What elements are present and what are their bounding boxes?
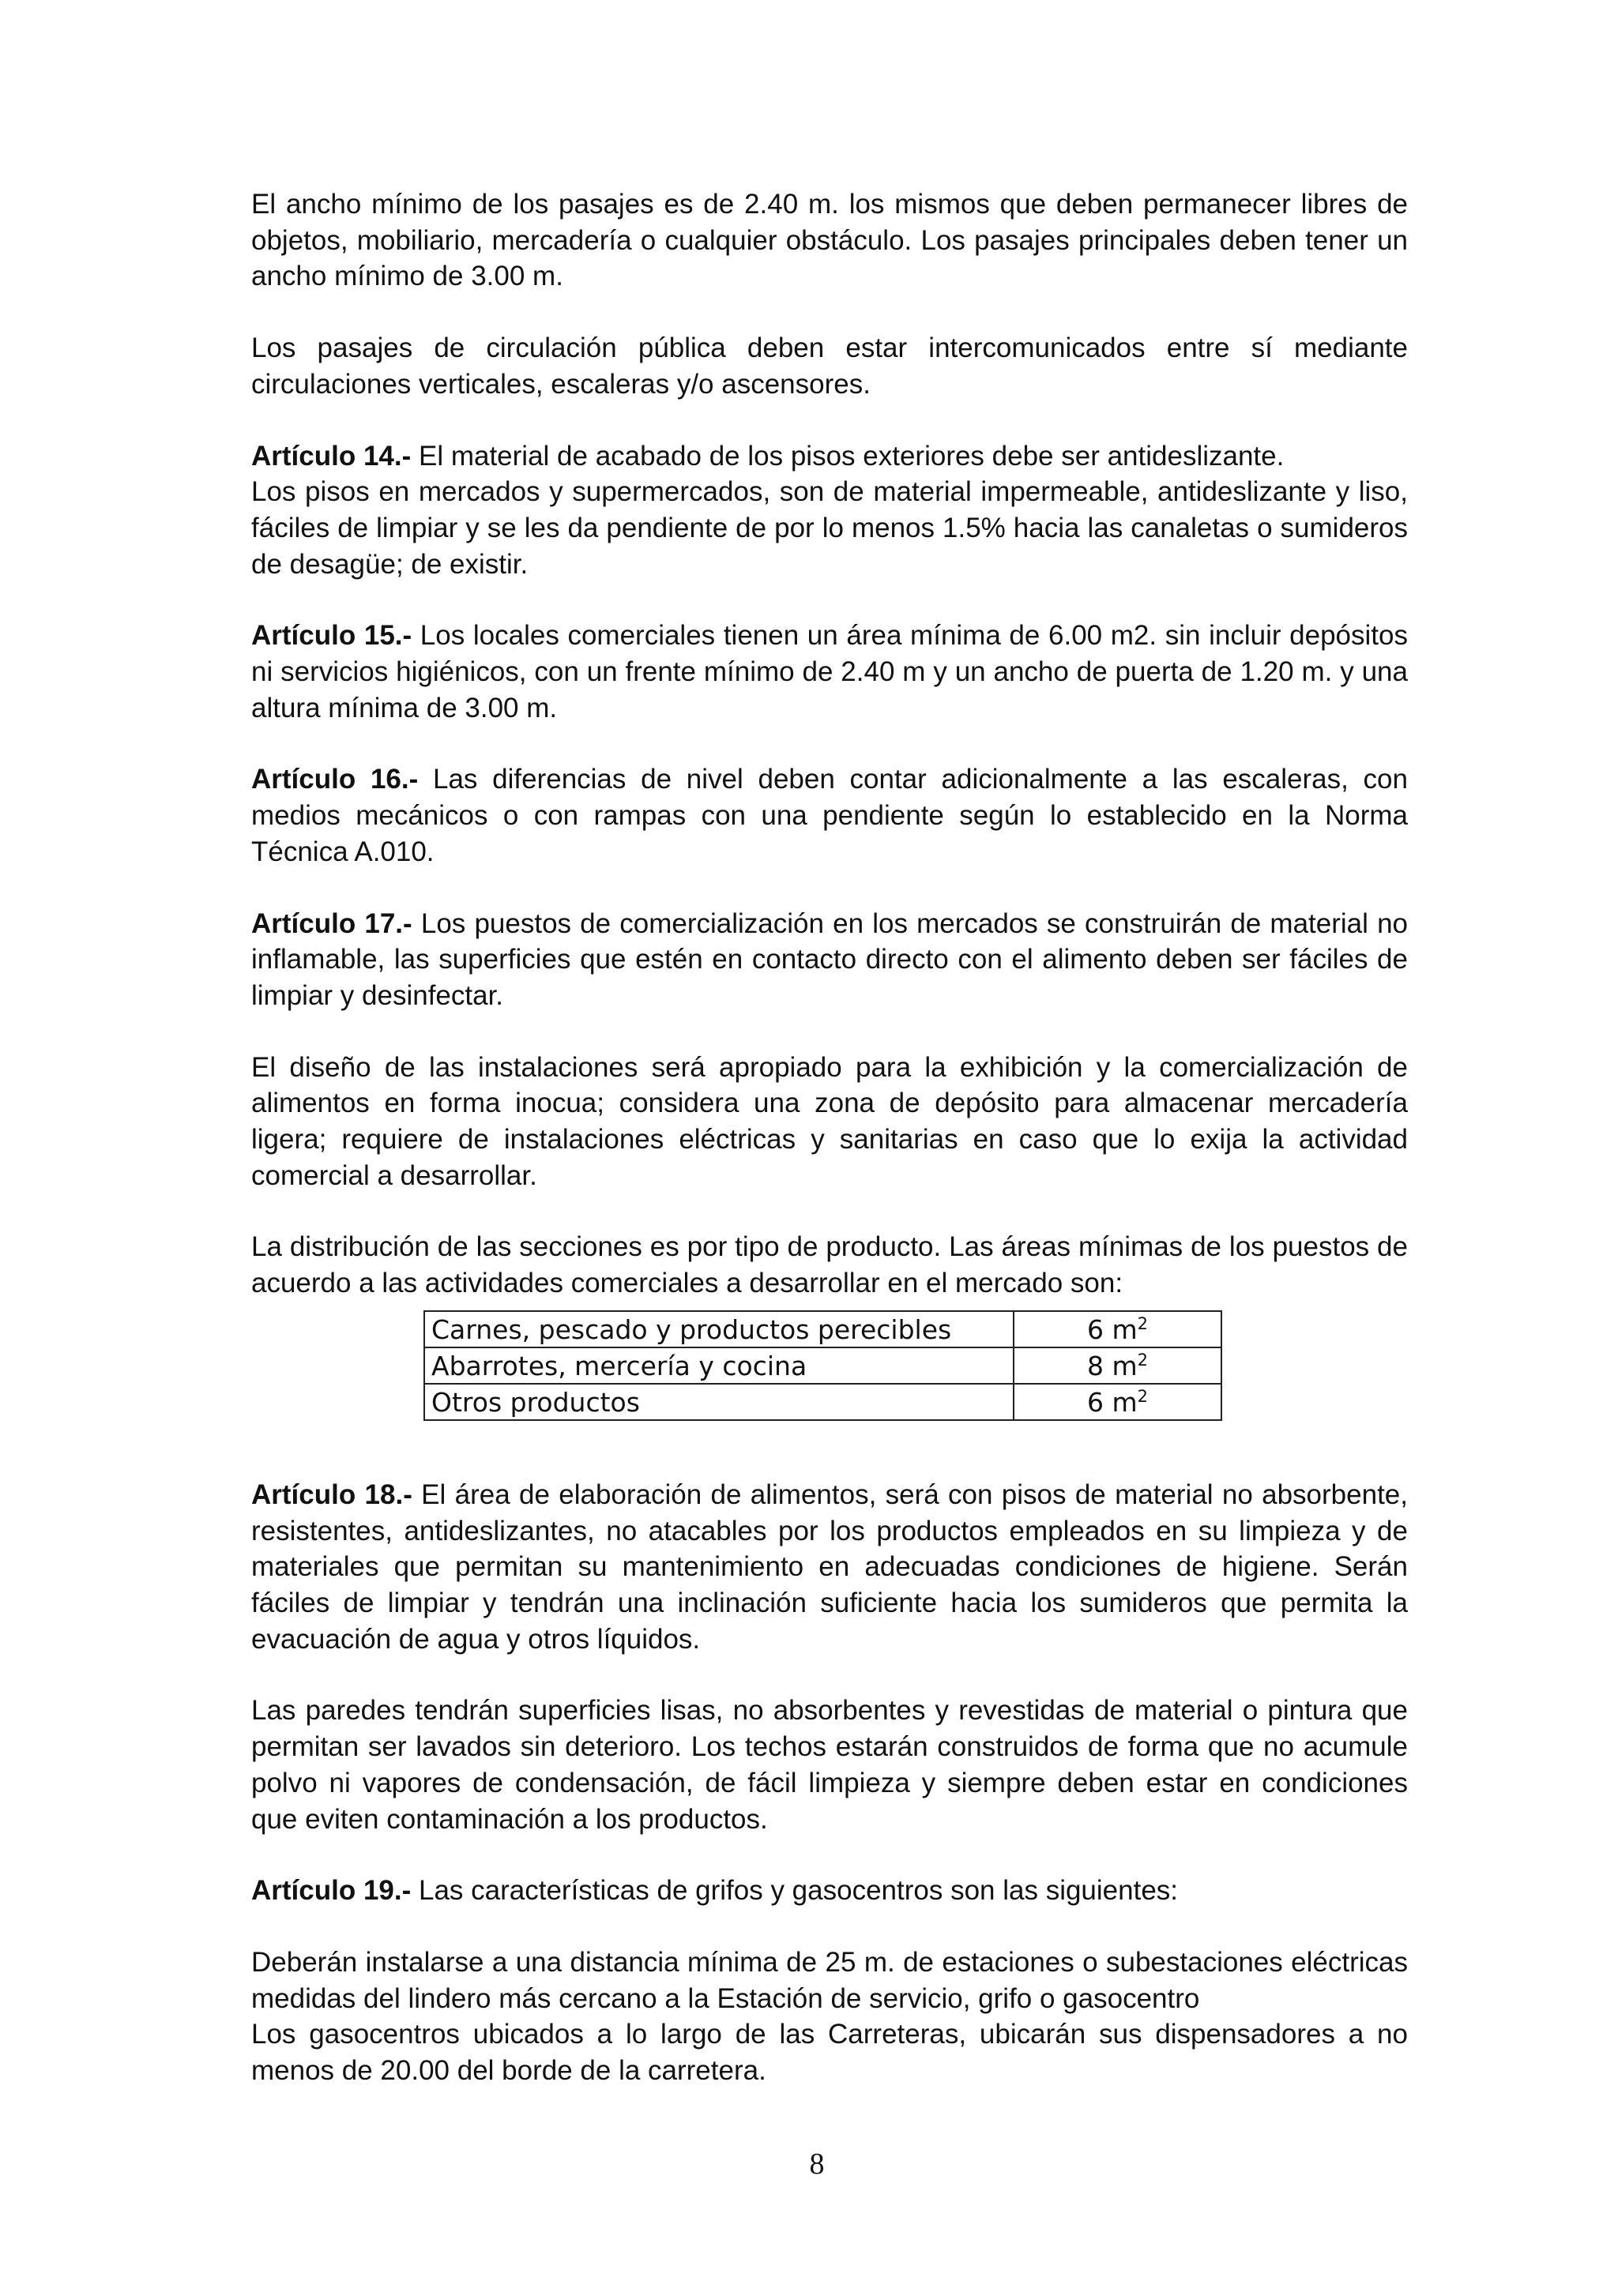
table-cell-area: 6 $m^2$ — [1014, 1384, 1221, 1420]
table-cell-area: 8 $m^2$ — [1014, 1347, 1221, 1384]
article-17-label: Artículo 17.- — [251, 908, 412, 939]
paragraph-diseno-instalaciones: El diseño de las instalaciones será apropiado para la exhibición y la comercialización de alimentos en forma inocua; considera una zona de depósito para almacenar mercadería ligera; requiere de instalaciones eléctricas y sanitarias en caso que lo exija la actividad comercial a desarrollar. — [251, 1051, 1408, 1191]
article-18-text: El área de elaboración de alimentos, será con pisos de material no absorbente, resistentes, antideslizantes, no atacables por los productos empleados en su limpieza y de materiales que permitan su mantenimiento en adecuadas condiciones de higiene. Serán fáciles de limpiar y tendrán una inclinación suficiente hacia los sumideros que permita la evacuación de agua y otros líquidos. — [251, 1479, 1408, 1655]
article-15-label: Artículo 15.- — [251, 620, 412, 652]
article-14 — [251, 438, 1408, 475]
paragraph-gasocentros-carreteras: Los gasocentros ubicados a lo largo de las Carreteras, ubicarán sus dispensadores a no menos de 20.00 del borde de la carretera. — [251, 2019, 1408, 2087]
table-row — [424, 1311, 1221, 1347]
article-14-label: Artículo 14.- — [251, 440, 412, 472]
paragraph-pasajes-ancho: El ancho mínimo de los pasajes es de 2.40 m. los mismos que deben permanecer libres de objetos, mobiliario, mercadería o cualquier obstáculo. Los pasajes principales deben tener un ancho mínimo de 3.00 m. — [251, 189, 1408, 292]
article-15-text: Los locales comerciales tienen un área mínima de 6.00 m2. sin incluir depósitos ni servicios higiénicos, con un frente mínimo de 2.40 m y un ancho de puerta de 1.20 m. y una altura mínima de 3.00 m. — [251, 620, 1408, 723]
paragraph-distancia-estaciones: Deberán instalarse a una distancia mínima de 25 m. de estaciones o subestaciones eléctricas medidas del lindero más cercano a la Estación de servicio, grifo o gasocentro — [251, 1946, 1408, 2014]
article-17 — [251, 906, 1408, 1014]
article-16-label: Artículo 16.- — [251, 764, 419, 795]
article-16-text: Las diferencias de nivel deben contar adicionalmente a las escaleras, con medios mecánicos o con rampas con una pendiente según lo establecido en la Norma Técnica A.010. — [251, 764, 1408, 867]
paragraph-pisos-mercados: Los pisos en mercados y supermercados, son de material impermeable, antideslizante y liso, fáciles de limpiar y se les da pendiente de por lo menos 1.5% hacia las canaletas o sumideros de desagüe; de existir. — [251, 476, 1408, 580]
document-body — [251, 186, 1408, 2125]
table-row — [424, 1384, 1221, 1420]
table-row — [424, 1347, 1221, 1384]
article-16 — [251, 761, 1408, 870]
table-cell-category: Carnes, pescado y productos perecibles — [424, 1311, 1014, 1347]
paragraph-pasajes-circulacion: Los pasajes de circulación pública deben estar intercomunicados entre sí mediante circulaciones verticales, escaleras y/o ascensores. — [251, 333, 1408, 400]
article-19-label: Artículo 19.- — [251, 1875, 412, 1907]
article-18-label: Artículo 18.- — [251, 1479, 412, 1510]
article-15 — [251, 618, 1408, 726]
table-cell-category: Otros productos — [424, 1384, 1014, 1420]
article-18 — [251, 1477, 1408, 1658]
minimum-areas-table — [423, 1310, 1222, 1421]
paragraph-paredes-techos: Las paredes tendrán superficies lisas, no absorbentes y revestidas de material o pintura que permitan ser lavados sin deterioro. Los techos estarán construidos de forma que no acumule polvo ni vapores de condensación, de fácil limpieza y siempre deben estar en condiciones que eviten contaminación a los productos. — [251, 1695, 1408, 1835]
article-19-text: Las características de grifos y gasocentros son las siguientes: — [411, 1875, 1179, 1907]
paragraph-distribucion-secciones: La distribución de las secciones es por tipo de producto. Las áreas mínimas de los puestos de acuerdo a las actividades comerciales a desarrollar en el mercado son: — [251, 1231, 1408, 1299]
article-17-text: Los puestos de comercialización en los mercados se construirán de material no inflamable, las superficies que estén en contacto directo con el alimento deben ser fáciles de limpiar y desinfectar. — [251, 908, 1408, 1011]
page-number: 8 — [809, 2148, 825, 2181]
article-14-text: El material de acabado de los pisos exteriores debe ser antideslizante. — [411, 440, 1285, 472]
article-19 — [251, 1873, 1408, 1909]
table-cell-area: 6 $m^2$ — [1014, 1311, 1221, 1347]
table-cell-category: Abarrotes, mercería y cocina — [424, 1347, 1014, 1384]
